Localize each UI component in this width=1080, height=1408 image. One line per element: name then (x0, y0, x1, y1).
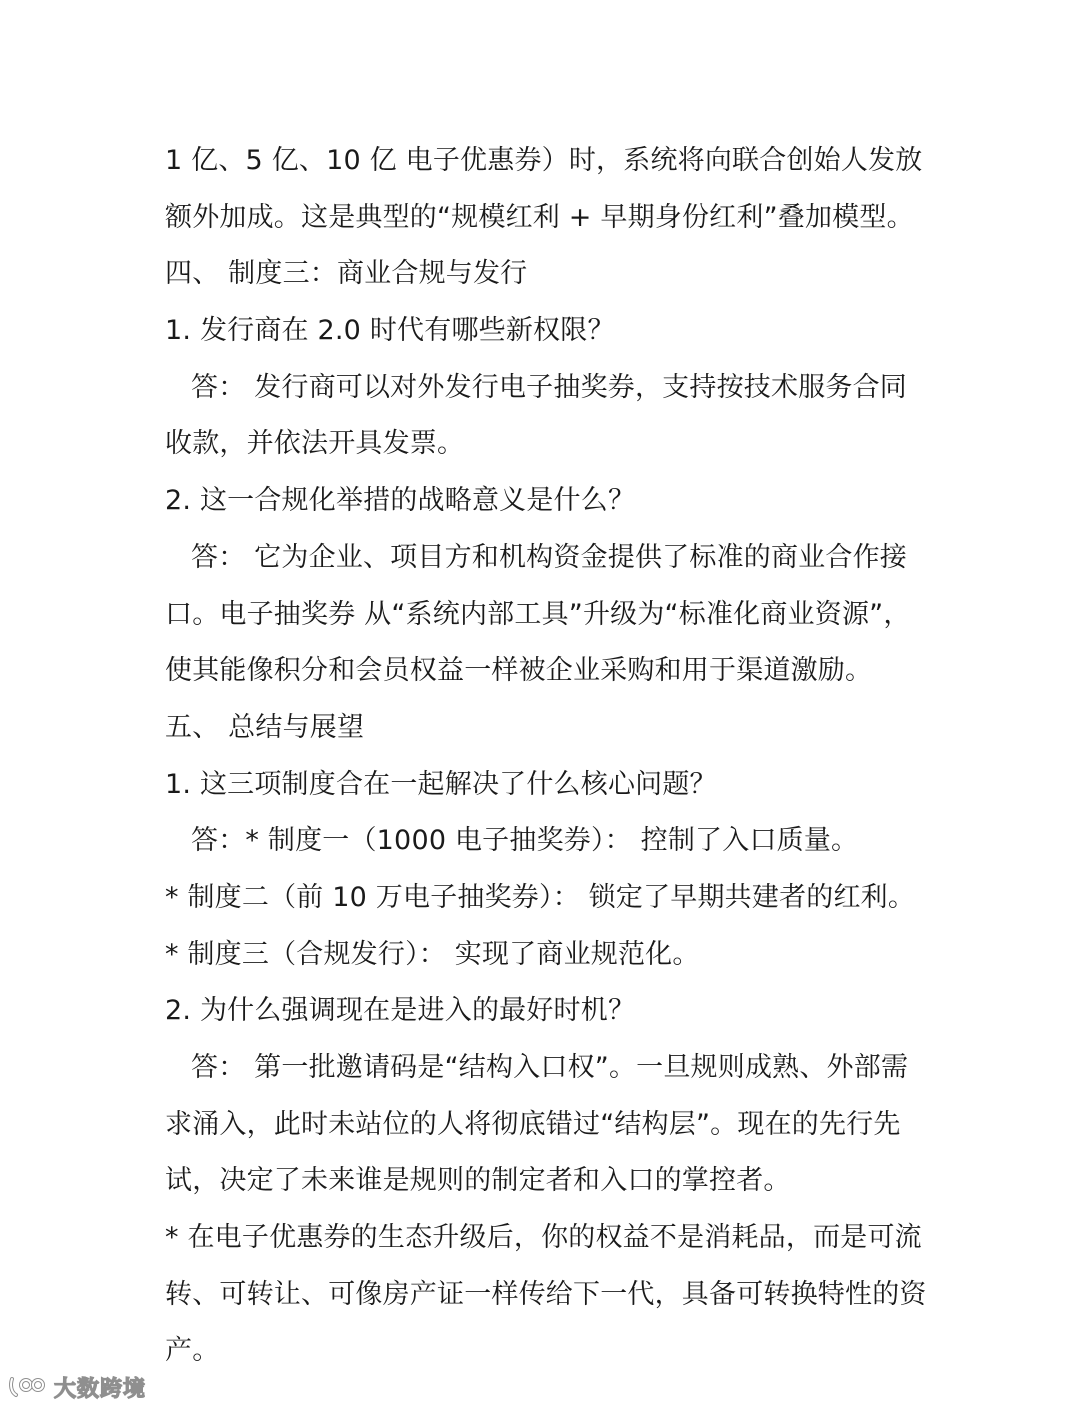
text-line: 五、 总结与展望 (165, 711, 365, 743)
text-line: 答： 第一批邀请码是“结构入口权”。一旦规则成熟、外部需 (191, 1052, 909, 1083)
text-line: 四、 制度三：商业合规与发行 (165, 258, 528, 290)
text-line: 2. 这一合规化举措的战略意义是什么？ (165, 485, 636, 517)
text-line: 答：* 制度一（1000 电子抽奖券）： 控制了入口质量。 (191, 825, 859, 857)
text-line: 试，决定了未来谁是规则的制定者和入口的掌控者。 (165, 1165, 791, 1197)
text-line: 1. 发行商在 2.0 时代有哪些新权限？ (165, 315, 615, 347)
text-line: 2. 为什么强调现在是进入的最好时机？ (165, 995, 636, 1027)
text-line: * 在电子优惠券的生态升级后，你的权益不是消耗品，而是可流 (165, 1222, 922, 1254)
text-line: 产。 (165, 1335, 220, 1367)
watermark-text: 大数跨境 (54, 1376, 147, 1402)
text-line: 转、可转让、可像房产证一样传给下一代，具备可转换特性的资 (165, 1278, 927, 1310)
ido-logo-icon (8, 1375, 48, 1399)
document-body (165, 133, 925, 1380)
text-line: 1. 这三项制度合在一起解决了什么核心问题？ (165, 768, 717, 800)
text-line: 使其能像积分和会员权益一样被企业采购和用于渠道激励。 (165, 655, 873, 687)
text-line: 收款，并依法开具发票。 (165, 428, 465, 460)
text-line: 答： 发行商可以对外发行电子抽奖券，支持按技术服务合同 (191, 371, 907, 403)
text-line: * 制度二（前 10 万电子抽奖券）： 锁定了早期共建者的红利。 (165, 881, 916, 913)
text-line: 答： 它为企业、项目方和机构资金提供了标准的商业合作接 (191, 541, 907, 573)
text-line: * 制度三（合规发行）： 实现了商业规范化。 (165, 938, 700, 970)
text-line: 额外加成。这是典型的“规模红利 + 早期身份红利”叠加模型。 (165, 201, 914, 233)
watermark (8, 1372, 146, 1402)
text-line: 口。电子抽奖券 从“系统内部工具”升级为“标准化商业资源”， (165, 598, 911, 630)
text-line: 求涌入，此时未站位的人将彻底错过“结构层”。现在的先行先 (165, 1108, 901, 1140)
text-line: 1 亿、5 亿、10 亿 电子优惠券）时，系统将向联合创始人发放 (165, 145, 923, 176)
